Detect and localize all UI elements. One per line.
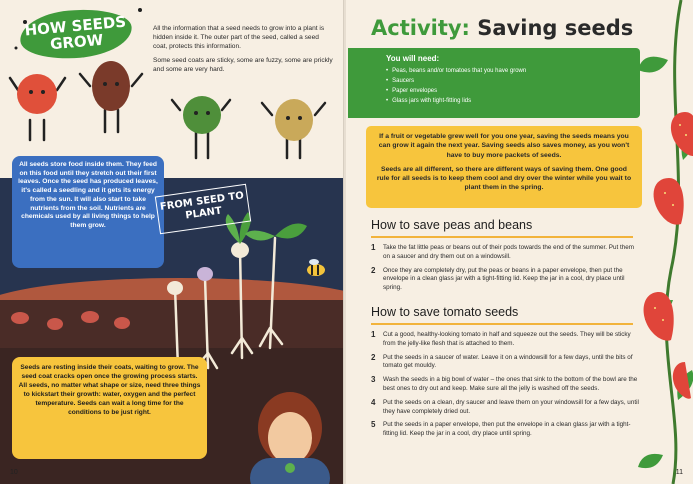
peas-beans-steps: [371, 244, 641, 298]
you-will-need-heading: You will need:: [386, 54, 440, 63]
step-item: 4 Put the seeds on a clean, dry saucer and leave them on your windowsill for a few days, until they have completely dried out.: [371, 397, 639, 415]
you-will-need-box: [348, 48, 640, 118]
step-item: 3 Wash the seeds in a big bowl of water – the ones that sink to the bottom of the bowl are the best ones to dry out and keep. Make sure all the jelly is washed off the seeds.: [371, 375, 638, 392]
step-item: 1 Cut a good, healthy-looking tomato in half and squeeze out the seeds. They will be sticky from the jelly-like flesh that is attached to them.: [371, 330, 631, 347]
page-title: HOW SEEDS GROW: [23, 12, 127, 54]
tip-paragraph: Seeds are all different, so there are different ways of saving them. One good rule for all seeds is to keep them cool and dry over the winter while you wait to plant them in the spring.: [376, 165, 632, 192]
supply-item: • Paper envelopes: [386, 86, 640, 96]
activity-title-rest: Saving seeds: [477, 16, 634, 40]
intro-text: [153, 24, 333, 79]
tip-paragraph: If a fruit or vegetable grew well for you one year, saving the seeds means you can grow it again the next year. Saving seeds also saves money, as you won't have to buy more packets of seeds.: [378, 133, 630, 159]
step-item: 2 Once they are completely dry, put the peas or beans in a paper envelope, then put the envelope in a clean glass jar with a tight-fitting lid. Keep the jar in a cool, dry place until spring.: [371, 265, 625, 292]
intro-paragraph: Some seed coats are sticky, some are fuzzy, some are prickly and some are very hard.: [153, 57, 333, 73]
supplies-list: [386, 66, 640, 106]
right-page: [346, 0, 693, 484]
step-item: 5 Put the seeds in a paper envelope, then put the envelope in a clean glass jar with a tight-fitting lid. Keep the jar in a cool, dry place until spring.: [371, 420, 631, 438]
supply-item: • Peas, beans and/or tomatoes that you have grown: [386, 66, 640, 76]
step-item: 2 Put the seeds in a saucer of water. Leave it on a windowsill for a few days, until the bits of tomato get mouldy.: [371, 352, 633, 370]
activity-title-lead: Activity:: [371, 16, 470, 40]
tomato-seeds-heading: How to save tomato seeds: [371, 305, 519, 319]
resting-seeds-info-box: Seeds are resting inside their coats, waiting to grow. The seed coat cracks open once the growing process starts. All seeds, no matter what shape or size, need three things to kickstart their growth: water, oxygen and the perfect temperature. Seeds can wait a long time for the conditions to be just right.: [12, 357, 207, 459]
from-seed-to-plant-sign: FROM SEED TO PLANT: [155, 184, 251, 234]
step-item: 1 Take the fat little peas or beans out of their pods towards the end of the summer. Put them on a saucer and dry them out on a windowsill.: [371, 243, 634, 260]
peas-beans-heading: How to save peas and beans: [371, 218, 533, 232]
supply-item: • Saucers: [386, 76, 640, 86]
left-page: [0, 0, 345, 484]
seed-food-info-box: All seeds store food inside them. They feed on this food until they stretch out their first leaves. Once the seed has produced leaves, it's called a seedling and it gets its energy from the sun. It will also start to take nutrients from the soil. Nutrients are chemicals used by all living things to help them grow.: [12, 156, 164, 268]
supply-item: • Glass jars with tight-fitting lids: [386, 96, 640, 106]
tomato-seeds-steps: [371, 331, 641, 444]
activity-title: [371, 16, 633, 40]
heading-underline: [371, 236, 633, 238]
intro-paragraph: All the information that a seed needs to grow into a plant is hidden inside it. The outer part of the seed, called a seed coat, protects this information.: [153, 25, 325, 50]
strawberry-vine-illustration: [633, 0, 693, 484]
saving-seeds-tip-box: [366, 126, 642, 208]
heading-underline: [371, 323, 633, 325]
page-number-right: 11: [675, 469, 683, 476]
page-number-left: 10: [10, 469, 18, 476]
